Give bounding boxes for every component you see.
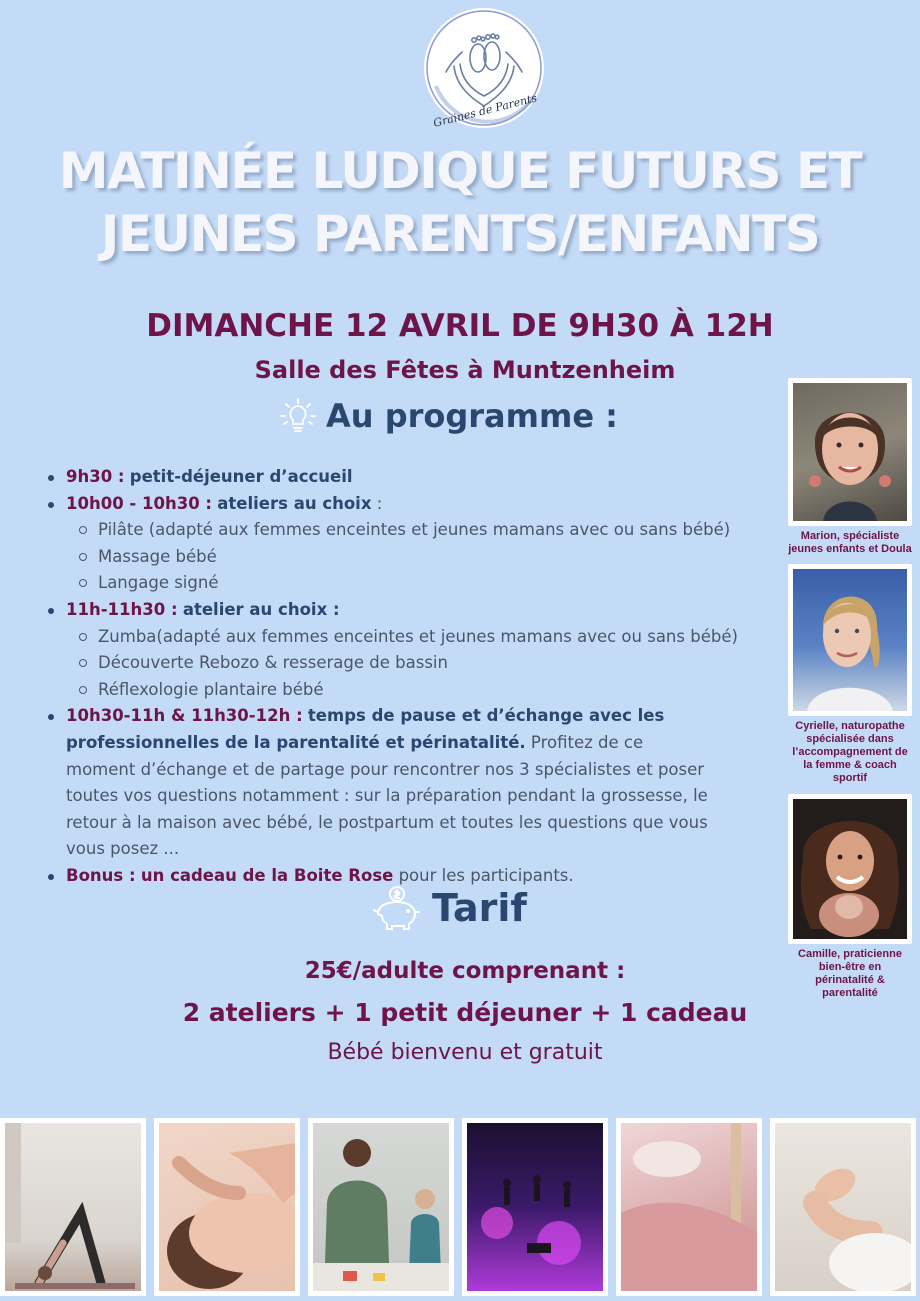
title-line-1: MATINÉE LUDIQUE FUTURS ET — [58, 142, 862, 200]
event-venue: Salle des Fêtes à Muntzenheim — [254, 356, 676, 384]
item-label: un cadeau de la Boite Rose — [140, 865, 394, 885]
item-text: Profitez de ce moment d’échange et de partage pour rencontrer nos 3 spécialistes et poser toutes vos questions notamment : sur la préparation pendant la grossesse, le retour à la maison avec bébé, le postpartum et toutes les questions que vous vous posez ... — [66, 732, 708, 859]
specialist-caption: Cyrielle, naturopathe spécialisée dans l’accompagnement de la femme & coach sportif — [792, 720, 908, 784]
item-label: temps de pause et d’échange avec les professionnelles de la parentalité et périnatalité. — [66, 706, 665, 752]
item-time: 9h30 : — [66, 467, 125, 486]
program-item — [40, 464, 760, 491]
item-label: petit-déjeuner d’accueil — [129, 467, 353, 486]
tarif-heading — [370, 884, 527, 932]
photo-zumba — [462, 1118, 608, 1296]
piggy-bank-icon — [370, 884, 424, 932]
specialist-card-camille — [788, 794, 912, 1000]
tarif-heading-text: Tarif — [432, 886, 527, 930]
event-date: DIMANCHE 12 AVRIL DE 9H30 À 12H — [146, 308, 774, 344]
item-label: atelier au choix : — [182, 599, 340, 619]
baby-free-note: Bébé bienvenu et gratuit — [327, 1040, 603, 1065]
item-time: 10h00 - 10h30 : — [66, 493, 213, 513]
program-item — [40, 703, 710, 863]
photo-rebozo — [616, 1118, 762, 1296]
lightbulb-icon — [278, 396, 318, 436]
title-line-2: JEUNES PARENTS/ENFANTS — [100, 205, 820, 263]
graines-de-parents-logo — [416, 6, 552, 130]
program-heading — [278, 396, 618, 436]
page-title — [0, 140, 920, 266]
sub-item: Réflexologie plantaire bébé — [66, 677, 760, 704]
item-time: Bonus : — [66, 865, 136, 885]
specialist-photo — [788, 378, 912, 526]
item-time: 10h30-11h & 11h30-12h : — [66, 706, 303, 726]
program-item — [40, 491, 760, 597]
specialist-card-cyrielle — [788, 564, 912, 785]
photo-baby-feet — [770, 1118, 916, 1296]
sub-item: Pilâte (adapté aux femmes enceintes et jeunes mamans avec ou sans bébé) — [66, 517, 760, 544]
sub-item: Massage bébé — [66, 544, 760, 571]
photo-yoga — [0, 1118, 146, 1296]
price-includes: 2 ateliers + 1 petit déjeuner + 1 cadeau — [182, 998, 748, 1027]
program-item — [40, 597, 760, 703]
price-line: 25€/adulte comprenant : — [304, 958, 626, 984]
sub-item: Découverte Rebozo & resserage de bassin — [66, 650, 760, 677]
photo-sign-language — [308, 1118, 454, 1296]
photo-strip — [0, 1118, 920, 1296]
sub-item: Langage signé — [66, 570, 760, 597]
program-list — [40, 464, 760, 890]
sub-item: Zumba(adapté aux femmes enceintes et jeunes mamans avec ou sans bébé) — [66, 624, 760, 651]
item-text: pour les participants. — [393, 865, 574, 885]
item-label: ateliers au choix — [217, 493, 372, 513]
item-time: 11h-11h30 : — [66, 599, 178, 619]
specialist-caption: Marion, spécialiste jeunes enfants et Doula — [788, 530, 912, 555]
specialist-photo — [788, 564, 912, 716]
program-heading-text: Au programme : — [326, 397, 618, 435]
specialist-photo — [788, 794, 912, 944]
photo-baby-massage — [154, 1118, 300, 1296]
item-tail: : — [371, 493, 383, 513]
logo-text: Graines de Parents — [432, 91, 539, 130]
specialist-card-marion — [788, 378, 912, 556]
specialist-caption: Camille, praticienne bien-être en périnatalité & parentalité — [798, 948, 902, 999]
